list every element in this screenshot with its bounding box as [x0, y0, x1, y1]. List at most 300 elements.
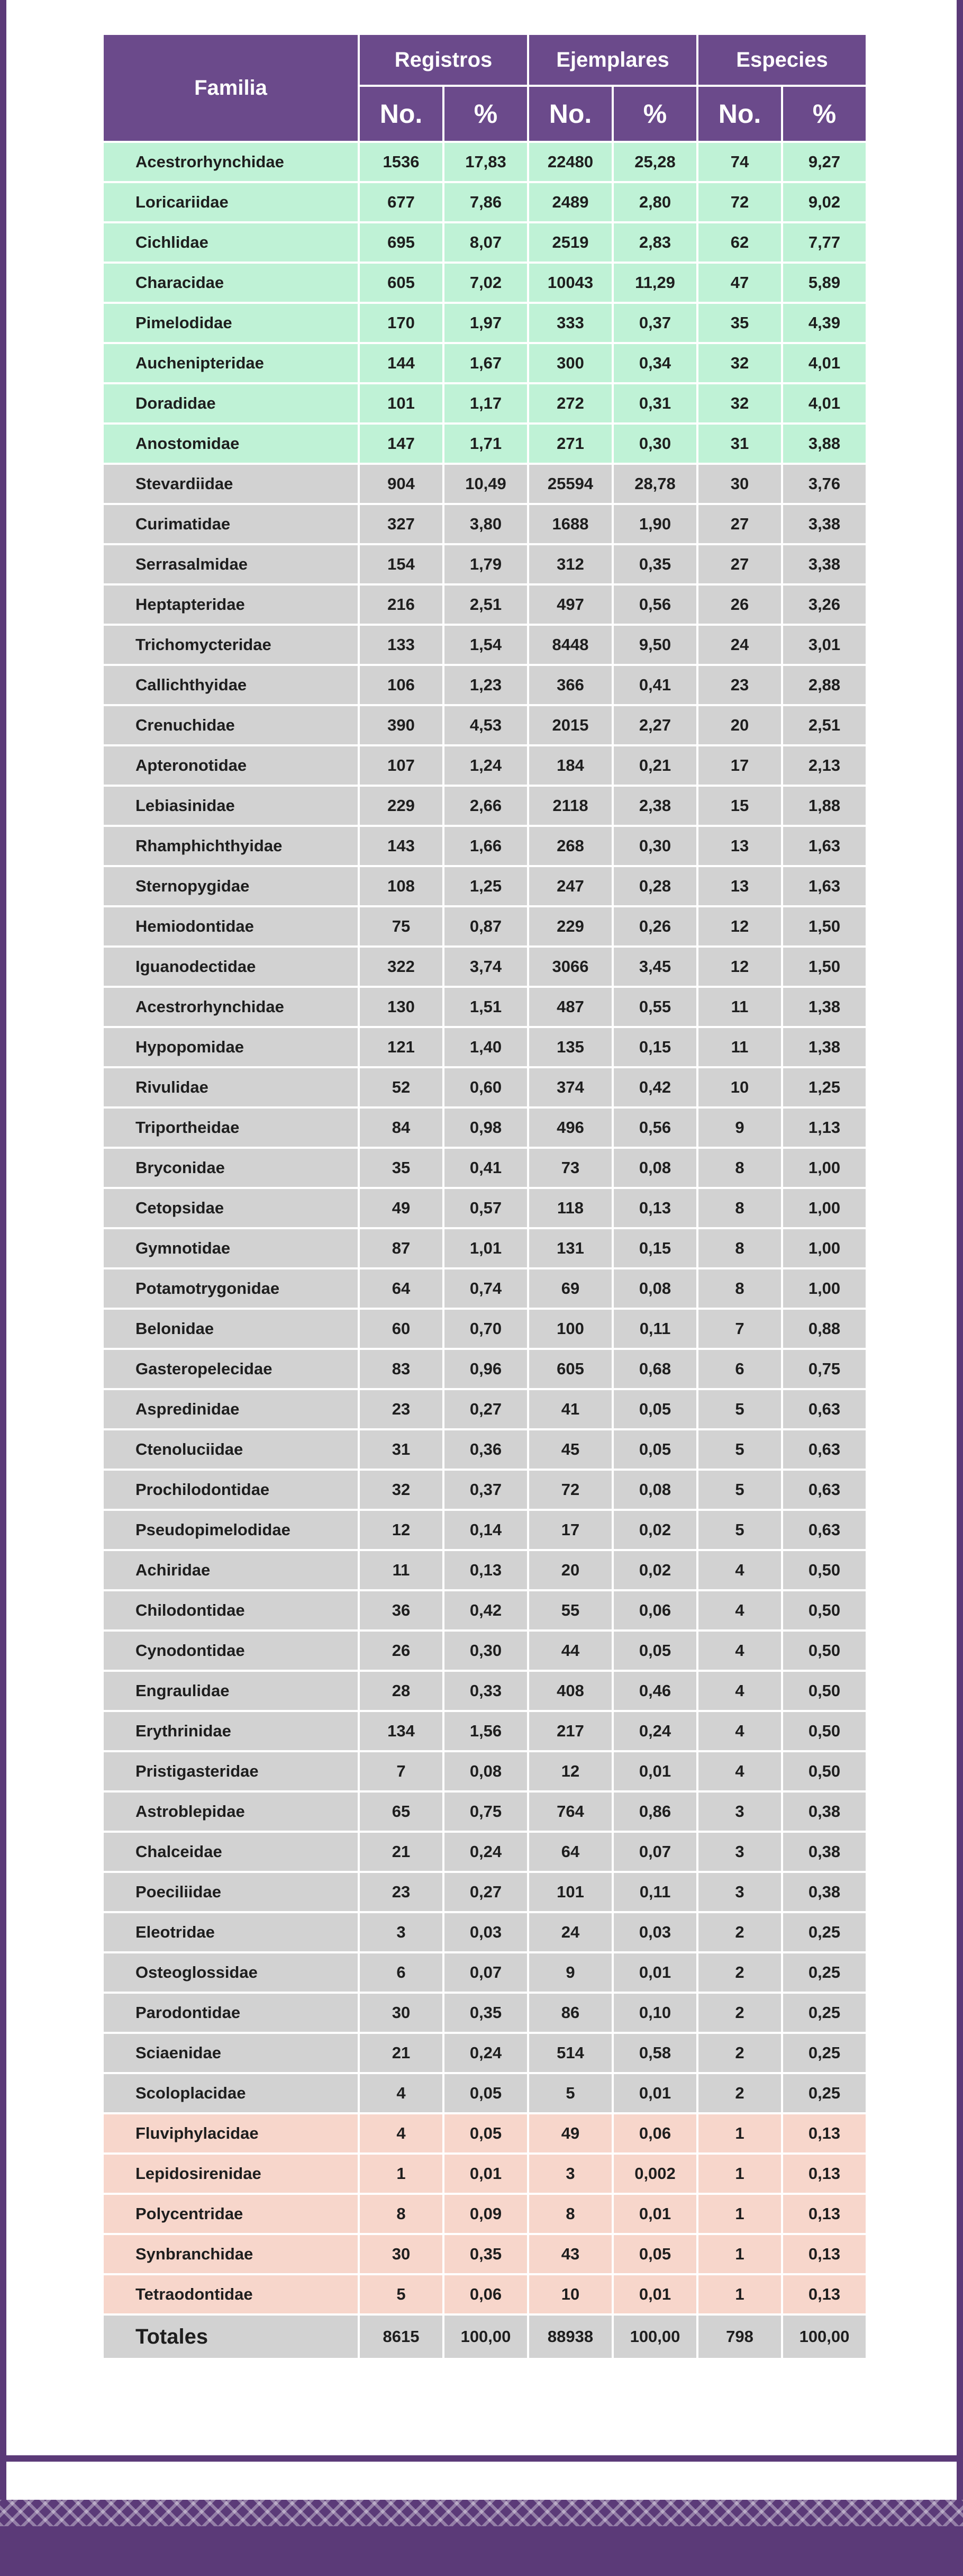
- cell-especies-pct: 5,89: [782, 263, 867, 303]
- cell-especies-pct: 0,13: [782, 2274, 867, 2314]
- cell-especies-pct: 0,25: [782, 2033, 867, 2073]
- cell-especies-pct: 7,77: [782, 222, 867, 263]
- cell-especies-pct: 3,38: [782, 544, 867, 584]
- cell-ejemplares-pct: 0,86: [613, 1791, 697, 1832]
- cell-especies-pct: 2,13: [782, 745, 867, 786]
- cell-especies-no: 4: [697, 1631, 782, 1671]
- table-row: [103, 1188, 867, 1228]
- cell-especies-pct: 0,50: [782, 1711, 867, 1751]
- cell-registros-no: 75: [359, 906, 443, 947]
- cell-ejemplares-no: 605: [528, 1349, 613, 1389]
- table-row: [103, 866, 867, 906]
- cell-familia: Achiridae: [103, 1550, 359, 1590]
- cell-registros-pct: 1,71: [443, 424, 528, 464]
- cell-registros-pct: 0,42: [443, 1590, 528, 1631]
- cell-familia: Stevardiidae: [103, 464, 359, 504]
- cell-registros-pct: 0,14: [443, 1510, 528, 1550]
- cell-especies-pct: 1,63: [782, 826, 867, 866]
- table-row: [103, 544, 867, 584]
- cell-especies-pct: 0,75: [782, 1349, 867, 1389]
- family-table-container: [102, 33, 866, 2360]
- cell-familia: Eleotridae: [103, 1912, 359, 1952]
- cell-ejemplares-no: 184: [528, 745, 613, 786]
- cell-especies-no: 12: [697, 906, 782, 947]
- cell-especies-pct: 9,02: [782, 182, 867, 222]
- cell-registros-no: 49: [359, 1188, 443, 1228]
- table-row: [103, 1671, 867, 1711]
- cell-ejemplares-no: 1688: [528, 504, 613, 544]
- cell-ejemplares-no: 64: [528, 1832, 613, 1872]
- cell-especies-no: 8: [697, 1228, 782, 1268]
- cell-familia: Sciaenidae: [103, 2033, 359, 2073]
- cell-registros-pct: 7,86: [443, 182, 528, 222]
- cell-especies-pct: 0,38: [782, 1791, 867, 1832]
- table-row: [103, 2033, 867, 2073]
- cell-familia: Lebiasinidae: [103, 786, 359, 826]
- cell-especies-no: 23: [697, 665, 782, 705]
- cell-ejemplares-pct: 2,27: [613, 705, 697, 745]
- cell-ejemplares-no: 55: [528, 1590, 613, 1631]
- cell-especies-no: 4: [697, 1671, 782, 1711]
- cell-familia: Characidae: [103, 263, 359, 303]
- cell-registros-no: 101: [359, 383, 443, 424]
- cell-ejemplares-pct: 3,45: [613, 947, 697, 987]
- cell-registros-no: 7: [359, 1751, 443, 1791]
- cell-familia: Poeciliidae: [103, 1872, 359, 1912]
- table-row: [103, 1309, 867, 1349]
- cell-familia: Astroblepidae: [103, 1791, 359, 1832]
- cell-especies-pct: 3,01: [782, 625, 867, 665]
- frame-border-left: [0, 0, 6, 2500]
- cell-especies-no: 2: [697, 1952, 782, 1993]
- cell-especies-pct: 1,00: [782, 1228, 867, 1268]
- table-row: [103, 745, 867, 786]
- table-footer: [103, 2314, 867, 2359]
- cell-especies-pct: 0,13: [782, 2234, 867, 2274]
- cell-registros-pct: 1,97: [443, 303, 528, 343]
- cell-especies-pct: 3,76: [782, 464, 867, 504]
- cell-registros-no: 143: [359, 826, 443, 866]
- cell-registros-no: 170: [359, 303, 443, 343]
- cell-registros-no: 154: [359, 544, 443, 584]
- table-row: [103, 2234, 867, 2274]
- cell-familia: Synbranchidae: [103, 2234, 359, 2274]
- cell-registros-no: 6: [359, 1952, 443, 1993]
- totals-ejemplares: 88938: [528, 2314, 613, 2359]
- cell-especies-pct: 0,13: [782, 2154, 867, 2194]
- cell-especies-no: 32: [697, 383, 782, 424]
- cell-ejemplares-no: 217: [528, 1711, 613, 1751]
- cell-especies-pct: 1,38: [782, 1027, 867, 1067]
- cell-familia: Fluviphylacidae: [103, 2113, 359, 2154]
- cell-ejemplares-pct: 2,38: [613, 786, 697, 826]
- cell-registros-no: 21: [359, 1832, 443, 1872]
- cell-registros-pct: 0,03: [443, 1912, 528, 1952]
- cell-ejemplares-pct: 0,05: [613, 2234, 697, 2274]
- cell-especies-no: 5: [697, 1429, 782, 1470]
- cell-especies-pct: 0,63: [782, 1429, 867, 1470]
- cell-registros-pct: 0,70: [443, 1309, 528, 1349]
- table-row: [103, 1832, 867, 1872]
- cell-ejemplares-no: 86: [528, 1993, 613, 2033]
- table-row: [103, 786, 867, 826]
- cell-especies-no: 27: [697, 544, 782, 584]
- cell-registros-pct: 0,05: [443, 2073, 528, 2113]
- cell-registros-no: 4: [359, 2073, 443, 2113]
- cell-familia: Iguanodectidae: [103, 947, 359, 987]
- cell-ejemplares-no: 300: [528, 343, 613, 383]
- cell-especies-no: 62: [697, 222, 782, 263]
- cell-ejemplares-pct: 0,24: [613, 1711, 697, 1751]
- cell-ejemplares-pct: 0,08: [613, 1268, 697, 1309]
- cell-especies-no: 27: [697, 504, 782, 544]
- cell-familia: Heptapteridae: [103, 584, 359, 625]
- cell-especies-no: 2: [697, 1912, 782, 1952]
- cell-registros-no: 229: [359, 786, 443, 826]
- table-row: [103, 343, 867, 383]
- cell-ejemplares-no: 8: [528, 2194, 613, 2234]
- cell-registros-no: 64: [359, 1268, 443, 1309]
- cell-ejemplares-no: 764: [528, 1791, 613, 1832]
- cell-especies-no: 2: [697, 2033, 782, 2073]
- cell-ejemplares-pct: 0,56: [613, 584, 697, 625]
- cell-ejemplares-pct: 9,50: [613, 625, 697, 665]
- cell-ejemplares-no: 43: [528, 2234, 613, 2274]
- table-row: [103, 947, 867, 987]
- cell-especies-no: 4: [697, 1751, 782, 1791]
- cell-registros-no: 4: [359, 2113, 443, 2154]
- header-especies-no: No.: [697, 86, 782, 142]
- cell-registros-no: 144: [359, 343, 443, 383]
- cell-ejemplares-pct: 0,06: [613, 1590, 697, 1631]
- cell-ejemplares-no: 20: [528, 1550, 613, 1590]
- cell-especies-no: 24: [697, 625, 782, 665]
- cell-ejemplares-pct: 0,01: [613, 2274, 697, 2314]
- cell-familia: Callichthyidae: [103, 665, 359, 705]
- cell-especies-no: 5: [697, 1510, 782, 1550]
- cell-registros-no: 83: [359, 1349, 443, 1389]
- cell-registros-no: 8: [359, 2194, 443, 2234]
- cell-registros-no: 133: [359, 625, 443, 665]
- cell-registros-pct: 2,51: [443, 584, 528, 625]
- cell-especies-no: 31: [697, 424, 782, 464]
- table-row: [103, 2073, 867, 2113]
- table-row: [103, 1631, 867, 1671]
- cell-ejemplares-no: 497: [528, 584, 613, 625]
- cell-registros-no: 147: [359, 424, 443, 464]
- cell-ejemplares-no: 2519: [528, 222, 613, 263]
- cell-ejemplares-no: 408: [528, 1671, 613, 1711]
- cell-familia: Lepidosirenidae: [103, 2154, 359, 2194]
- cell-especies-pct: 0,63: [782, 1389, 867, 1429]
- cell-registros-no: 677: [359, 182, 443, 222]
- table-row: [103, 222, 867, 263]
- cell-familia: Osteoglossidae: [103, 1952, 359, 1993]
- table-row: [103, 182, 867, 222]
- header-familia: Familia: [103, 34, 359, 142]
- cell-especies-pct: 0,13: [782, 2113, 867, 2154]
- cell-ejemplares-no: 22480: [528, 142, 613, 182]
- totals-ejemplares-pct: 100,00: [613, 2314, 697, 2359]
- cell-registros-pct: 0,09: [443, 2194, 528, 2234]
- cell-ejemplares-no: 496: [528, 1107, 613, 1148]
- cell-especies-no: 26: [697, 584, 782, 625]
- cell-especies-no: 11: [697, 987, 782, 1027]
- cell-especies-no: 47: [697, 263, 782, 303]
- cell-familia: Triportheidae: [103, 1107, 359, 1148]
- cell-registros-pct: 1,40: [443, 1027, 528, 1067]
- cell-especies-no: 1: [697, 2234, 782, 2274]
- cell-familia: Ctenoluciidae: [103, 1429, 359, 1470]
- cell-ejemplares-pct: 0,30: [613, 826, 697, 866]
- table-row: [103, 1148, 867, 1188]
- cell-registros-pct: 0,96: [443, 1349, 528, 1389]
- cell-familia: Cichlidae: [103, 222, 359, 263]
- cell-registros-no: 106: [359, 665, 443, 705]
- cell-ejemplares-pct: 0,02: [613, 1550, 697, 1590]
- cell-registros-pct: 0,74: [443, 1268, 528, 1309]
- cell-familia: Crenuchidae: [103, 705, 359, 745]
- table-row: [103, 1349, 867, 1389]
- cell-especies-pct: 0,25: [782, 2073, 867, 2113]
- cell-ejemplares-pct: 0,05: [613, 1631, 697, 1671]
- cell-especies-no: 35: [697, 303, 782, 343]
- table-row: [103, 383, 867, 424]
- header-especies-pct: %: [782, 86, 867, 142]
- table-row: [103, 1952, 867, 1993]
- cell-familia: Curimatidae: [103, 504, 359, 544]
- cell-registros-pct: 1,51: [443, 987, 528, 1027]
- table-row: [103, 504, 867, 544]
- cell-ejemplares-no: 8448: [528, 625, 613, 665]
- cell-familia: Pimelodidae: [103, 303, 359, 343]
- cell-ejemplares-no: 72: [528, 1470, 613, 1510]
- cell-ejemplares-no: 366: [528, 665, 613, 705]
- cell-especies-pct: 0,25: [782, 1993, 867, 2033]
- cell-registros-pct: 0,13: [443, 1550, 528, 1590]
- cell-registros-pct: 0,36: [443, 1429, 528, 1470]
- cell-especies-pct: 9,27: [782, 142, 867, 182]
- table-row: [103, 1791, 867, 1832]
- cell-ejemplares-no: 69: [528, 1268, 613, 1309]
- cell-registros-no: 1536: [359, 142, 443, 182]
- cell-ejemplares-pct: 0,26: [613, 906, 697, 947]
- cell-registros-pct: 0,98: [443, 1107, 528, 1148]
- cell-registros-pct: 0,60: [443, 1067, 528, 1107]
- cell-especies-no: 20: [697, 705, 782, 745]
- cell-registros-no: 3: [359, 1912, 443, 1952]
- cell-ejemplares-pct: 0,07: [613, 1832, 697, 1872]
- table-row: [103, 625, 867, 665]
- cell-registros-no: 31: [359, 1429, 443, 1470]
- cell-ejemplares-pct: 0,15: [613, 1027, 697, 1067]
- cell-registros-no: 23: [359, 1389, 443, 1429]
- table-row: [103, 1027, 867, 1067]
- cell-ejemplares-no: 44: [528, 1631, 613, 1671]
- table-row: [103, 987, 867, 1027]
- totals-registros-pct: 100,00: [443, 2314, 528, 2359]
- cell-familia: Cetopsidae: [103, 1188, 359, 1228]
- table-row: [103, 1107, 867, 1148]
- cell-especies-no: 12: [697, 947, 782, 987]
- table-row: [103, 1268, 867, 1309]
- cell-especies-no: 17: [697, 745, 782, 786]
- cell-registros-pct: 1,54: [443, 625, 528, 665]
- cell-registros-no: 107: [359, 745, 443, 786]
- cell-registros-no: 84: [359, 1107, 443, 1148]
- table-row: [103, 826, 867, 866]
- cell-registros-pct: 3,80: [443, 504, 528, 544]
- cell-especies-no: 74: [697, 142, 782, 182]
- cell-registros-pct: 0,35: [443, 1993, 528, 2033]
- cell-registros-no: 322: [359, 947, 443, 987]
- table-row: [103, 2274, 867, 2314]
- cell-familia: Gymnotidae: [103, 1228, 359, 1268]
- cell-especies-no: 13: [697, 826, 782, 866]
- cell-especies-pct: 4,01: [782, 343, 867, 383]
- cell-registros-pct: 0,57: [443, 1188, 528, 1228]
- cell-registros-pct: 1,79: [443, 544, 528, 584]
- cell-familia: Chalceidae: [103, 1832, 359, 1872]
- cell-ejemplares-pct: 0,03: [613, 1912, 697, 1952]
- cell-registros-no: 52: [359, 1067, 443, 1107]
- cell-registros-pct: 0,37: [443, 1470, 528, 1510]
- cell-especies-no: 8: [697, 1148, 782, 1188]
- cell-especies-no: 4: [697, 1711, 782, 1751]
- cell-especies-pct: 1,50: [782, 906, 867, 947]
- cell-ejemplares-no: 2118: [528, 786, 613, 826]
- cell-registros-no: 327: [359, 504, 443, 544]
- cell-familia: Chilodontidae: [103, 1590, 359, 1631]
- cell-ejemplares-no: 2489: [528, 182, 613, 222]
- cell-ejemplares-no: 10: [528, 2274, 613, 2314]
- cell-ejemplares-no: 49: [528, 2113, 613, 2154]
- cell-especies-no: 11: [697, 1027, 782, 1067]
- cell-especies-pct: 3,26: [782, 584, 867, 625]
- cell-especies-no: 8: [697, 1268, 782, 1309]
- cell-especies-pct: 4,39: [782, 303, 867, 343]
- cell-familia: Bryconidae: [103, 1148, 359, 1188]
- cell-especies-no: 13: [697, 866, 782, 906]
- cell-ejemplares-pct: 0,05: [613, 1429, 697, 1470]
- cell-especies-no: 72: [697, 182, 782, 222]
- cell-ejemplares-pct: 0,05: [613, 1389, 697, 1429]
- totals-row: [103, 2314, 867, 2359]
- totals-registros: 8615: [359, 2314, 443, 2359]
- cell-especies-pct: 0,25: [782, 1952, 867, 1993]
- table-row: [103, 1510, 867, 1550]
- cell-especies-pct: 1,88: [782, 786, 867, 826]
- cell-ejemplares-no: 312: [528, 544, 613, 584]
- cell-ejemplares-pct: 0,31: [613, 383, 697, 424]
- cell-ejemplares-no: 17: [528, 1510, 613, 1550]
- table-row: [103, 584, 867, 625]
- cell-registros-pct: 0,27: [443, 1389, 528, 1429]
- cell-especies-pct: 0,38: [782, 1872, 867, 1912]
- cell-familia: Hypopomidae: [103, 1027, 359, 1067]
- cell-registros-no: 130: [359, 987, 443, 1027]
- table-row: [103, 665, 867, 705]
- cell-familia: Hemiodontidae: [103, 906, 359, 947]
- cell-registros-pct: 0,06: [443, 2274, 528, 2314]
- cell-familia: Trichomycteridae: [103, 625, 359, 665]
- cell-ejemplares-no: 118: [528, 1188, 613, 1228]
- cell-ejemplares-pct: 0,01: [613, 1952, 697, 1993]
- cell-ejemplares-pct: 0,41: [613, 665, 697, 705]
- cell-registros-no: 5: [359, 2274, 443, 2314]
- table-row: [103, 1228, 867, 1268]
- cell-ejemplares-no: 229: [528, 906, 613, 947]
- cell-registros-pct: 0,33: [443, 1671, 528, 1711]
- cell-ejemplares-pct: 11,29: [613, 263, 697, 303]
- table-row: [103, 1389, 867, 1429]
- cell-especies-no: 3: [697, 1791, 782, 1832]
- cell-registros-no: 695: [359, 222, 443, 263]
- cell-especies-pct: 0,63: [782, 1510, 867, 1550]
- cell-familia: Cynodontidae: [103, 1631, 359, 1671]
- cell-familia: Aspredinidae: [103, 1389, 359, 1429]
- cell-registros-no: 28: [359, 1671, 443, 1711]
- cell-ejemplares-no: 272: [528, 383, 613, 424]
- cell-especies-pct: 1,63: [782, 866, 867, 906]
- table-row: [103, 1711, 867, 1751]
- cell-familia: Parodontidae: [103, 1993, 359, 2033]
- cell-registros-pct: 0,07: [443, 1952, 528, 1993]
- cell-ejemplares-pct: 0,55: [613, 987, 697, 1027]
- cell-especies-no: 1: [697, 2194, 782, 2234]
- table-row: [103, 2194, 867, 2234]
- cell-familia: Tetraodontidae: [103, 2274, 359, 2314]
- cell-especies-pct: 2,88: [782, 665, 867, 705]
- cell-registros-no: 134: [359, 1711, 443, 1751]
- cell-ejemplares-pct: 0,15: [613, 1228, 697, 1268]
- cell-ejemplares-no: 374: [528, 1067, 613, 1107]
- cell-registros-no: 65: [359, 1791, 443, 1832]
- cell-ejemplares-pct: 0,42: [613, 1067, 697, 1107]
- cell-registros-pct: 1,66: [443, 826, 528, 866]
- cell-registros-no: 216: [359, 584, 443, 625]
- cell-especies-no: 32: [697, 343, 782, 383]
- cell-registros-pct: 1,23: [443, 665, 528, 705]
- cell-registros-pct: 17,83: [443, 142, 528, 182]
- cell-especies-no: 3: [697, 1832, 782, 1872]
- cell-ejemplares-pct: 25,28: [613, 142, 697, 182]
- cell-registros-no: 32: [359, 1470, 443, 1510]
- cell-ejemplares-pct: 0,08: [613, 1148, 697, 1188]
- cell-especies-pct: 0,50: [782, 1751, 867, 1791]
- cell-familia: Scoloplacidae: [103, 2073, 359, 2113]
- cell-registros-pct: 0,05: [443, 2113, 528, 2154]
- footer-band: [0, 2526, 963, 2576]
- table-row: [103, 1993, 867, 2033]
- cell-especies-pct: 0,50: [782, 1631, 867, 1671]
- cell-registros-no: 904: [359, 464, 443, 504]
- cell-ejemplares-no: 2015: [528, 705, 613, 745]
- table-row: [103, 906, 867, 947]
- cell-especies-no: 1: [697, 2274, 782, 2314]
- cell-familia: Acestrorhynchidae: [103, 987, 359, 1027]
- cell-registros-pct: 1,25: [443, 866, 528, 906]
- cell-especies-pct: 1,00: [782, 1268, 867, 1309]
- cell-ejemplares-pct: 0,01: [613, 2194, 697, 2234]
- cell-especies-pct: 0,13: [782, 2194, 867, 2234]
- totals-label: Totales: [103, 2314, 359, 2359]
- cell-registros-pct: 1,01: [443, 1228, 528, 1268]
- cell-registros-pct: 8,07: [443, 222, 528, 263]
- cell-registros-pct: 1,17: [443, 383, 528, 424]
- cell-especies-pct: 1,38: [782, 987, 867, 1027]
- cell-especies-pct: 1,25: [782, 1067, 867, 1107]
